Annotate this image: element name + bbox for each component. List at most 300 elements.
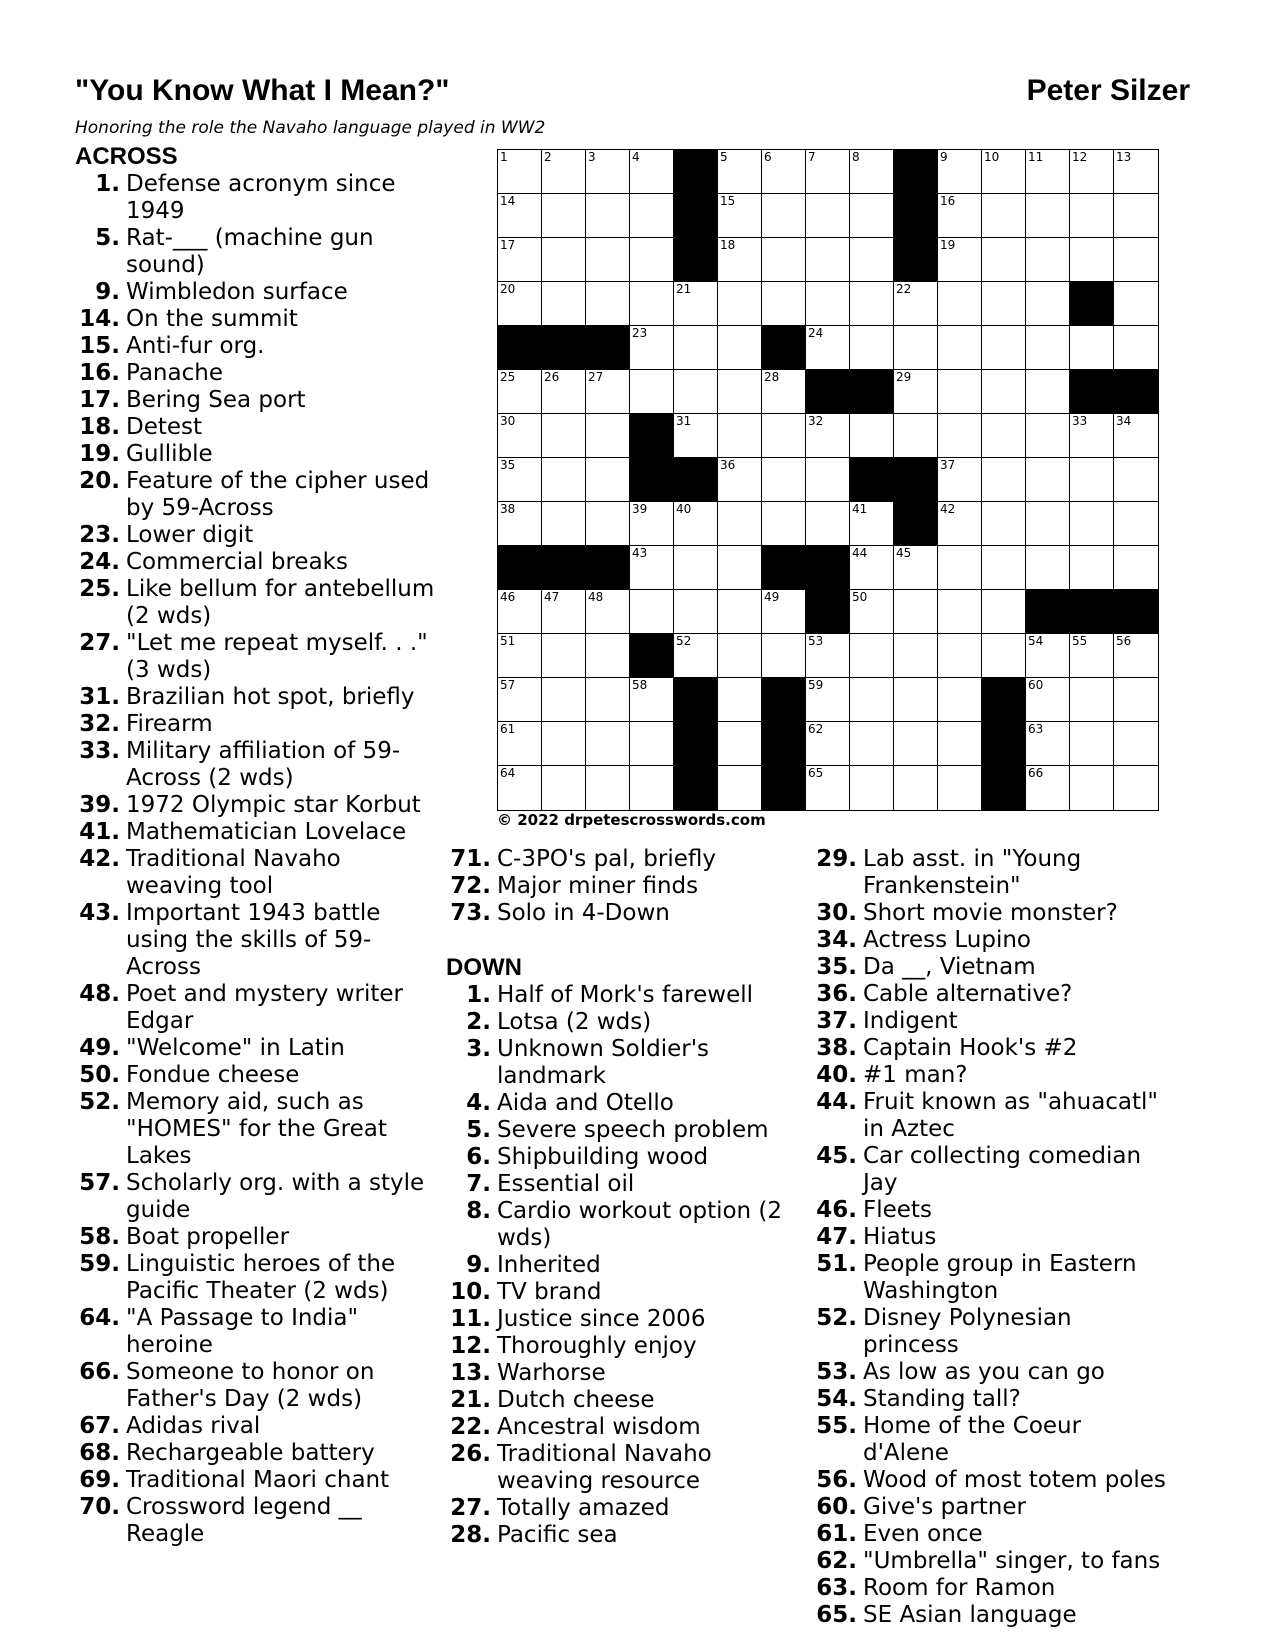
clue-text: Severe speech problem (497, 1117, 769, 1143)
black-square (982, 678, 1026, 722)
clue-text: Shipbuilding wood (497, 1144, 709, 1170)
grid-cell (498, 238, 542, 282)
black-square (498, 326, 542, 370)
clue-item (812, 1197, 1172, 1224)
grid-cell (982, 282, 1026, 326)
clue-text: Commercial breaks (126, 549, 348, 575)
clue-item (75, 1440, 435, 1467)
cell-number: 33 (1072, 414, 1088, 428)
grid-cell (850, 238, 894, 282)
black-square (586, 326, 630, 370)
clue-item (75, 1251, 435, 1305)
grid-cell (718, 590, 762, 634)
clue-item (75, 306, 435, 333)
cell-number: 19 (940, 238, 956, 252)
copyright-notice: © 2022 drpetescrosswords.com (497, 811, 766, 829)
clue-number: 22. (450, 1414, 491, 1440)
clue-number: 58. (79, 1224, 120, 1250)
clue-number: 33. (79, 738, 120, 764)
clue-item (75, 1224, 435, 1251)
clue-item (812, 900, 1172, 927)
clue-text: "A Passage to India" heroine (126, 1305, 359, 1358)
cell-number: 7 (808, 150, 816, 164)
clue-text: Justice since 2006 (497, 1306, 706, 1332)
grid-cell (1114, 546, 1158, 590)
cell-number: 10 (984, 150, 1000, 164)
grid-cell (630, 766, 674, 810)
grid-cell (850, 590, 894, 634)
grid-cell (850, 546, 894, 590)
grid-cell (542, 370, 586, 414)
clue-text: People group in Eastern Washington (863, 1251, 1137, 1304)
down-heading: DOWN (446, 954, 522, 981)
grid-cell (586, 194, 630, 238)
clue-item (446, 1360, 796, 1387)
clue-number: 37. (816, 1008, 857, 1034)
clue-item (75, 360, 435, 387)
grid-cell (1026, 678, 1070, 722)
clue-number: 62. (816, 1548, 857, 1574)
clue-text: Detest (126, 414, 203, 440)
clue-item (446, 873, 796, 900)
grid-cell (718, 722, 762, 766)
cell-number: 22 (896, 282, 912, 296)
black-square (542, 546, 586, 590)
grid-cell (894, 634, 938, 678)
clue-item (75, 1035, 435, 1062)
grid-cell (542, 238, 586, 282)
clue-text: Fondue cheese (126, 1062, 300, 1088)
grid-cell (982, 502, 1026, 546)
grid-cell (850, 678, 894, 722)
black-square (850, 458, 894, 502)
grid-cell (938, 370, 982, 414)
cell-number: 60 (1028, 678, 1044, 692)
grid-cell (938, 458, 982, 502)
clue-number: 61. (816, 1521, 857, 1547)
grid-cell (542, 458, 586, 502)
cell-number: 64 (500, 766, 516, 780)
cell-number: 15 (720, 194, 736, 208)
clue-text: Lotsa (2 wds) (497, 1009, 652, 1035)
clue-item (75, 684, 435, 711)
clue-number: 63. (816, 1575, 857, 1601)
clue-text: Bering Sea port (126, 387, 306, 413)
clue-number: 51. (816, 1251, 857, 1277)
clue-item (446, 1171, 796, 1198)
clue-item (812, 981, 1172, 1008)
clue-number: 29. (816, 846, 857, 872)
cell-number: 41 (852, 502, 868, 516)
grid-cell (982, 590, 1026, 634)
clue-item (446, 1495, 796, 1522)
clue-item (75, 1467, 435, 1494)
grid-cell (806, 634, 850, 678)
clue-item (75, 1359, 435, 1413)
grid-cell (1070, 502, 1114, 546)
black-square (542, 326, 586, 370)
clue-text: Ancestral wisdom (497, 1414, 701, 1440)
grid-cell (718, 150, 762, 194)
grid-cell (1114, 502, 1158, 546)
grid-cell (1026, 634, 1070, 678)
cell-number: 4 (632, 150, 640, 164)
clue-text: Like bellum for antebellum (2 wds) (126, 576, 435, 629)
grid-cell (1026, 282, 1070, 326)
grid-cell (850, 634, 894, 678)
clue-item (812, 1602, 1172, 1629)
grid-cell (718, 458, 762, 502)
clue-number: 12. (450, 1333, 491, 1359)
grid-cell (586, 238, 630, 282)
clue-item (75, 1413, 435, 1440)
cell-number: 43 (632, 546, 648, 560)
clue-number: 57. (79, 1170, 120, 1196)
grid-cell (762, 150, 806, 194)
cell-number: 52 (676, 634, 692, 648)
grid-cell (498, 590, 542, 634)
clue-item (75, 279, 435, 306)
grid-cell (938, 238, 982, 282)
clue-number: 53. (816, 1359, 857, 1385)
grid-cell (938, 194, 982, 238)
clue-item (446, 1387, 796, 1414)
grid-cell (498, 766, 542, 810)
clue-item (75, 225, 435, 279)
grid-cell (630, 722, 674, 766)
grid-cell (1114, 414, 1158, 458)
cell-number: 31 (676, 414, 692, 428)
clue-number: 52. (816, 1305, 857, 1331)
clue-item (446, 1036, 796, 1090)
cell-number: 17 (500, 238, 516, 252)
clue-number: 35. (816, 954, 857, 980)
clue-item (75, 522, 435, 549)
clue-number: 64. (79, 1305, 120, 1331)
cell-number: 51 (500, 634, 516, 648)
black-square (894, 150, 938, 194)
grid-cell (938, 326, 982, 370)
clue-text: "Let me repeat myself. . ." (3 wds) (126, 630, 428, 683)
cell-number: 53 (808, 634, 824, 648)
clue-text: "Umbrella" singer, to fans (863, 1548, 1161, 1574)
clue-number: 48. (79, 981, 120, 1007)
grid-cell (718, 370, 762, 414)
crossword-grid (497, 149, 1159, 811)
grid-cell (718, 194, 762, 238)
grid-cell (762, 634, 806, 678)
clue-item (812, 927, 1172, 954)
clue-number: 50. (79, 1062, 120, 1088)
black-square (674, 766, 718, 810)
across-clue-list-continued (446, 846, 796, 927)
grid-cell (586, 150, 630, 194)
grid-cell (498, 414, 542, 458)
grid-cell (894, 370, 938, 414)
clue-item (446, 900, 796, 927)
grid-cell (1070, 326, 1114, 370)
clue-number: 1. (95, 171, 120, 197)
clue-item (75, 387, 435, 414)
cell-number: 16 (940, 194, 956, 208)
cell-number: 35 (500, 458, 516, 472)
clue-text: Memory aid, such as "HOMES" for the Great Lakes (126, 1089, 387, 1169)
grid-cell (1114, 238, 1158, 282)
clue-number: 70. (79, 1494, 120, 1520)
grid-cell (542, 722, 586, 766)
clue-text: Unknown Soldier's landmark (497, 1036, 710, 1089)
cell-number: 39 (632, 502, 648, 516)
clue-item (812, 1008, 1172, 1035)
clue-item (446, 1009, 796, 1036)
black-square (806, 590, 850, 634)
clue-number: 16. (79, 360, 120, 386)
black-square (850, 370, 894, 414)
cell-number: 8 (852, 150, 860, 164)
clue-item (75, 792, 435, 819)
grid-cell (542, 282, 586, 326)
grid-cell (806, 326, 850, 370)
grid-cell (1026, 194, 1070, 238)
grid-cell (850, 766, 894, 810)
cell-number: 57 (500, 678, 516, 692)
clue-number: 3. (466, 1036, 491, 1062)
clue-number: 30. (816, 900, 857, 926)
clue-text: Military affiliation of 59-Across (2 wds) (126, 738, 401, 791)
clue-text: #1 man? (863, 1062, 968, 1088)
grid-cell (850, 722, 894, 766)
clue-text: TV brand (497, 1279, 602, 1305)
clue-item (75, 549, 435, 576)
grid-cell (1026, 150, 1070, 194)
grid-cell (718, 634, 762, 678)
clue-number: 60. (816, 1494, 857, 1520)
cell-number: 54 (1028, 634, 1044, 648)
black-square (894, 194, 938, 238)
cell-number: 14 (500, 194, 516, 208)
grid-cell (850, 194, 894, 238)
clue-item (812, 1521, 1172, 1548)
clue-text: Gullible (126, 441, 213, 467)
clue-number: 18. (79, 414, 120, 440)
clue-item (812, 1305, 1172, 1359)
grid-cell (586, 678, 630, 722)
clue-text: Rat-___ (machine gun sound) (126, 225, 374, 278)
clue-column-1 (75, 143, 435, 1548)
clue-item (446, 1441, 796, 1495)
clue-number: 52. (79, 1089, 120, 1115)
cell-number: 45 (896, 546, 912, 560)
cell-number: 29 (896, 370, 912, 384)
grid-cell (894, 766, 938, 810)
grid-cell (806, 414, 850, 458)
grid-cell (586, 766, 630, 810)
grid-cell (542, 766, 586, 810)
clue-number: 2. (466, 1009, 491, 1035)
clue-number: 73. (450, 900, 491, 926)
grid-cell (718, 326, 762, 370)
grid-cell (806, 282, 850, 326)
cell-number: 59 (808, 678, 824, 692)
clue-text: Actress Lupino (863, 927, 1031, 953)
clue-text: Someone to honor on Father's Day (2 wds) (126, 1359, 375, 1412)
grid-cell (498, 150, 542, 194)
grid-cell (982, 326, 1026, 370)
cell-number: 49 (764, 590, 780, 604)
clue-text: Captain Hook's #2 (863, 1035, 1078, 1061)
grid-cell (762, 590, 806, 634)
grid-cell (630, 326, 674, 370)
clue-text: Important 1943 battle using the skills of 59-Across (126, 900, 381, 980)
clue-text: Solo in 4-Down (497, 900, 670, 926)
grid-cell (586, 634, 630, 678)
clue-item (75, 1089, 435, 1170)
clue-item (75, 576, 435, 630)
grid-cell (806, 722, 850, 766)
grid-cell (674, 326, 718, 370)
clue-text: Standing tall? (863, 1386, 1021, 1412)
grid-cell (718, 282, 762, 326)
grid-cell (762, 414, 806, 458)
grid-cell (938, 150, 982, 194)
clue-number: 17. (79, 387, 120, 413)
grid-cell (982, 370, 1026, 414)
clue-item (812, 1413, 1172, 1467)
cell-number: 2 (544, 150, 552, 164)
grid-cell (982, 238, 1026, 282)
grid-cell (762, 282, 806, 326)
grid-cell (498, 458, 542, 502)
grid-cell (718, 766, 762, 810)
grid-cell (1114, 326, 1158, 370)
cell-number: 56 (1116, 634, 1132, 648)
black-square (586, 546, 630, 590)
clue-number: 42. (79, 846, 120, 872)
clue-text: 1972 Olympic star Korbut (126, 792, 421, 818)
cell-number: 32 (808, 414, 824, 428)
grid-cell (982, 194, 1026, 238)
black-square (630, 634, 674, 678)
grid-cell (630, 238, 674, 282)
clue-text: Lab asst. in "Young Frankenstein" (863, 846, 1082, 899)
grid-cell (850, 502, 894, 546)
grid-cell (542, 634, 586, 678)
clue-number: 72. (450, 873, 491, 899)
clue-item (812, 954, 1172, 981)
clue-text: Traditional Navaho weaving resource (497, 1441, 712, 1494)
clue-number: 65. (816, 1602, 857, 1628)
black-square (1026, 590, 1070, 634)
clue-item (75, 171, 435, 225)
clue-item (75, 1494, 435, 1548)
cell-number: 3 (588, 150, 596, 164)
grid-cell (542, 414, 586, 458)
clue-number: 26. (450, 1441, 491, 1467)
clue-item (446, 1333, 796, 1360)
clue-item (812, 846, 1172, 900)
clue-text: Firearm (126, 711, 213, 737)
cell-number: 1 (500, 150, 508, 164)
grid-cell (806, 194, 850, 238)
clue-number: 23. (79, 522, 120, 548)
clue-text: Fruit known as "ahuacatl" in Aztec (863, 1089, 1159, 1142)
clue-text: Anti-fur org. (126, 333, 265, 359)
grid-cell (1070, 150, 1114, 194)
clue-text: SE Asian language (863, 1602, 1077, 1628)
grid-cell (718, 414, 762, 458)
black-square (762, 678, 806, 722)
grid-cell (1026, 502, 1070, 546)
cell-number: 61 (500, 722, 516, 736)
puzzle-subtitle: Honoring the role the Navaho language played in WW2 (75, 118, 546, 138)
clue-text: Traditional Maori chant (126, 1467, 390, 1493)
black-square (1070, 590, 1114, 634)
grid-cell (498, 282, 542, 326)
grid-cell (938, 282, 982, 326)
black-square (806, 370, 850, 414)
clue-text: Fleets (863, 1197, 932, 1223)
cell-number: 18 (720, 238, 736, 252)
grid-cell (806, 502, 850, 546)
clue-number: 68. (79, 1440, 120, 1466)
grid-cell (1070, 634, 1114, 678)
clue-item (75, 981, 435, 1035)
grid-cell (718, 678, 762, 722)
cell-number: 23 (632, 326, 648, 340)
clue-number: 15. (79, 333, 120, 359)
grid-cell (586, 502, 630, 546)
clue-number: 69. (79, 1467, 120, 1493)
cell-number: 5 (720, 150, 728, 164)
clue-item (75, 711, 435, 738)
grid-cell (674, 282, 718, 326)
grid-cell (1026, 414, 1070, 458)
black-square (674, 194, 718, 238)
grid-cell (586, 370, 630, 414)
puzzle-author: Peter Silzer (1026, 74, 1190, 107)
clue-text: Car collecting comedian Jay (863, 1143, 1142, 1196)
clue-item (75, 333, 435, 360)
grid-cell (542, 502, 586, 546)
grid-cell (1114, 722, 1158, 766)
clue-text: Room for Ramon (863, 1575, 1056, 1601)
clue-item (812, 1251, 1172, 1305)
clue-number: 6. (466, 1144, 491, 1170)
clue-item (812, 1494, 1172, 1521)
black-square (674, 150, 718, 194)
down-clue-list (446, 982, 796, 1549)
cell-number: 48 (588, 590, 604, 604)
clue-item (812, 1359, 1172, 1386)
cell-number: 37 (940, 458, 956, 472)
clue-item (75, 1062, 435, 1089)
grid-cell (1114, 194, 1158, 238)
clue-item (812, 1035, 1172, 1062)
across-heading: ACROSS (75, 143, 178, 170)
grid-cell (762, 458, 806, 502)
grid-cell (982, 458, 1026, 502)
grid-cell (630, 590, 674, 634)
clue-text: Lower digit (126, 522, 254, 548)
grid-cell (806, 458, 850, 502)
clue-number: 36. (816, 981, 857, 1007)
clue-number: 66. (79, 1359, 120, 1385)
clue-text: Traditional Navaho weaving tool (126, 846, 341, 899)
clue-number: 38. (816, 1035, 857, 1061)
clue-number: 56. (816, 1467, 857, 1493)
grid-cell (1114, 634, 1158, 678)
grid-cell (850, 150, 894, 194)
